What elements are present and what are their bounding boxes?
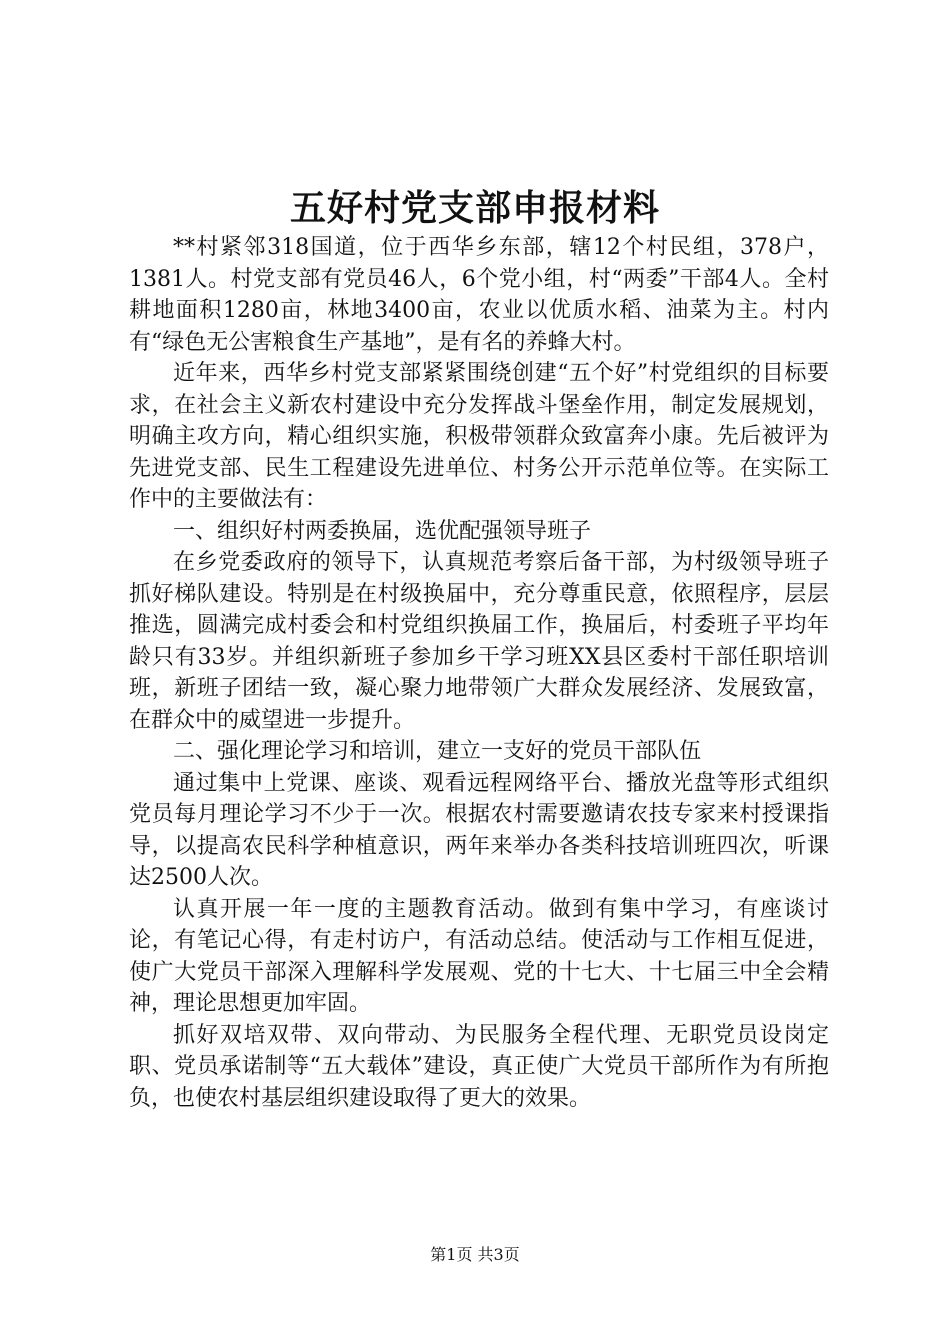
section-heading-1: 一、组织好村两委换届，选优配强领导班子 xyxy=(173,518,592,544)
paragraph-intro: **村紧邻318国道，位于西华乡东部，辖12个村民组，378户，1381人。村党支部有党员46人，6个党小组，村“两委”干部4人。全村耕地面积1280亩，林地3400亩，农业以优质水稻、油菜为主。村内有“绿色无公害粮食生产基地”，是有名的养蜂大村。 xyxy=(129,235,829,355)
paragraph-section-2b: 认真开展一年一度的主题教育活动。做到有集中学习，有座谈讨论，有笔记心得，有走村访户，有活动总结。使活动与工作相互促进，使广大党员干部深入理解科学发展观、党的十七大、十七届三中全会精神，理论思想更加牢固。 xyxy=(129,896,829,1016)
section-heading-2: 二、强化理论学习和培训，建立一支好的党员干部队伍 xyxy=(173,739,702,764)
paragraph-section-2c: 抓好双培双带、双向带动、为民服务全程代理、无职党员设岗定职、党员承诺制等“五大载体”建设，真正使广大党员干部所作为有所抱负，也使农村基层组织建设取得了更大的效果。 xyxy=(129,1022,829,1111)
page-title: 五好村党支部申报材料 xyxy=(289,187,660,229)
paragraph-overview: 近年来，西华乡村党支部紧紧围绕创建“五个好”村党组织的目标要求，在社会主义新农村建设中充分发挥战斗堡垒作用，制定发展规划，明确主攻方向，精心组织实施，积极带领群众致富奔小康。先后被评为先进党支部、民生工程建设先进单位、村务公开示范单位等。在实际工作中的主要做法有： xyxy=(129,361,829,512)
paragraph-section-1: 在乡党委政府的领导下，认真规范考察后备干部，为村级领导班子抓好梯队建设。特别是在村级换届中，充分尊重民意，依照程序，层层推选，圆满完成村委会和村党组织换届工作，换届后，村委班子平均年龄只有33岁。并组织新班子参加乡干学习班XX县区委村干部任职培训班，新班子团结一致，凝心聚力地带领广大群众发展经济、发展致富，在群众中的威望进一步提升。 xyxy=(129,550,829,733)
document-body xyxy=(129,232,829,1114)
page-footer: 第1页 共3页 xyxy=(430,1245,520,1264)
paragraph-section-2a: 通过集中上党课、座谈、观看远程网络平台、播放光盘等形式组织党员每月理论学习不少于一次。根据农村需要邀请农技专家来村授课指导，以提高农民科学种植意识，两年来举办各类科技培训班四次，听课达2500人次。 xyxy=(129,770,829,890)
